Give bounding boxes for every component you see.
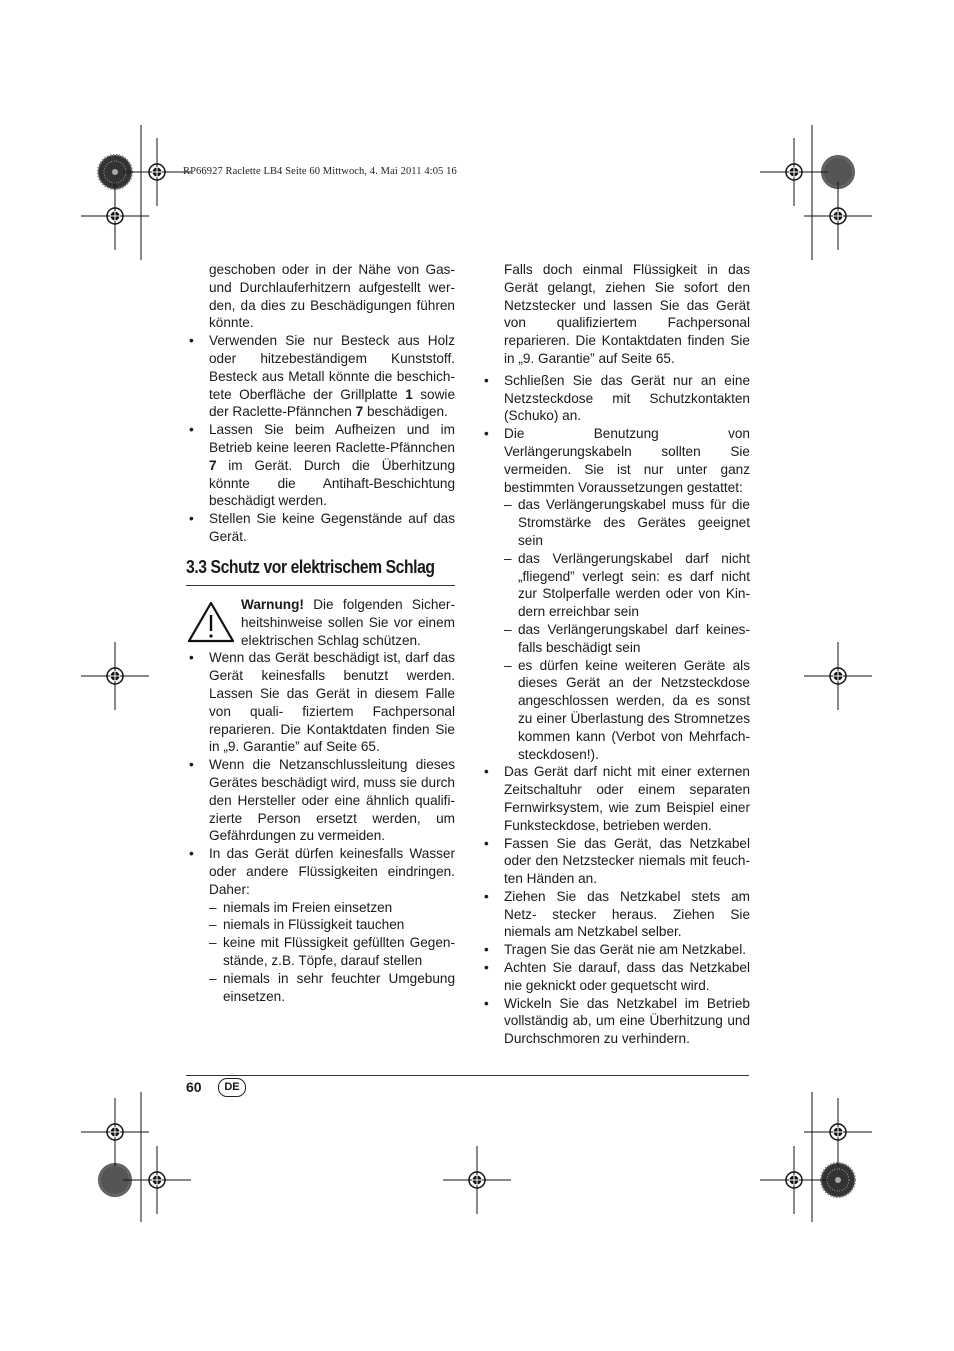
- dash-item: – niemals im Freien einsetzen: [209, 899, 455, 917]
- left-column-bottom: [186, 596, 455, 1005]
- bullet-item: • Fassen Sie das Gerät, das Netzkabel oder den Netzstecker niemals mit feuch- ten Händen an.: [481, 835, 750, 888]
- bullet-item: • Tragen Sie das Gerät nie am Netzkabel.: [481, 941, 750, 959]
- warning-note: Warnung! Die folgenden Sicher- heitshinweise sollen Sie vor einem elektrischen Schlag schützen.: [241, 597, 455, 648]
- dash-item: – das Verlängerungskabel darf nicht „fliegend” verlegt sein: es darf nicht zur Stolperfalle werden oder von Kin- dern erreichbar sein: [504, 550, 750, 621]
- bullet-item: • Die Benutzung von Verlängerungskabeln sollten Sie vermeiden. Sie ist nur unter ganz bestimmten Voraussetzungen gestattet:: [481, 425, 750, 496]
- bullet-item: • Lassen Sie beim Aufheizen und im Betrieb keine leeren Raclette-Pfännchen 7 im Gerät. Durch die Überhitzung könnte die Antihaft-Beschichtung beschädigt werden.: [186, 421, 455, 510]
- bullet-item: • Stellen Sie keine Gegenstände auf das Gerät.: [186, 510, 455, 546]
- dash-item: – das Verlängerungskabel muss für die Stromstärke des Gerätes geeignet sein: [504, 496, 750, 549]
- dash-list: [186, 899, 455, 1006]
- bullet-item: • Verwenden Sie nur Besteck aus Holz oder hitzebeständigem Kunststoff. Besteck aus Metall könnte die beschich- tete Oberfläche der Grillplatte 1 sowie der Raclette-Pfännchen 7 beschädigen.: [186, 332, 455, 421]
- bullet-item: • Ziehen Sie das Netzkabel stets am Netz- stecker heraus. Ziehen Sie niemals am Netzkabel selber.: [481, 888, 750, 941]
- paragraph: Falls doch einmal Flüssigkeit in das Gerät gelangt, ziehen Sie sofort den Netzstecker und lassen Sie das Gerät von qualifiziertem Fachpersonal reparieren. Die Kontaktdaten finden Sie in „9. Garantie” auf Seite 65.: [504, 262, 750, 366]
- dash-item: – keine mit Flüssigkeit gefüllten Gegen- stände, z.B. Töpfe, darauf stellen: [209, 934, 455, 970]
- dash-item: – niemals in Flüssigkeit tauchen: [209, 916, 455, 934]
- continued-paragraph: geschoben oder in der Nähe von Gas- und Durchlauferhitzern aufgestellt wer- den, da dies zu Beschädigungen führen könnte.: [209, 262, 455, 331]
- heading-rule: [186, 585, 455, 586]
- bullet-item: • Das Gerät darf nicht mit einer externen Zeitschaltuhr oder einem separaten Fernwirksystem, wie zum Beispiel einer Funksteckdose, betrieben werden.: [481, 763, 750, 834]
- bullet-item: • Schließen Sie das Gerät nur an eine Netzsteckdose mit Schutzkontakten (Schuko) an.: [481, 372, 750, 425]
- dash-list: [481, 496, 750, 763]
- print-slug-line: RP66927 Raclette LB4 Seite 60 Mittwoch, 4. Mai 2011 4:05 16: [183, 166, 457, 177]
- dash-item: – das Verlängerungskabel darf keines- falls beschädigt sein: [504, 621, 750, 657]
- right-column: [481, 261, 750, 1048]
- bullet-item: • Wenn die Netzanschlussleitung dieses Gerätes beschädigt wird, muss sie durch den Hersteller oder eine ähnlich qualifi- zierte Person ersetzt werden, um Gefährdungen zu vermeiden.: [186, 756, 455, 845]
- bullet-item: • In das Gerät dürfen keinesfalls Wasser oder andere Flüssigkeiten eindringen. Daher:: [186, 845, 455, 898]
- dash-item: – es dürfen keine weiteren Geräte als dieses Gerät an der Netzsteckdose angeschlossen werden, da es sonst zu einer Überlastung des Stromnetzes kommen kann (Verbot von Mehrfach- steckdosen!).: [504, 657, 750, 764]
- language-badge: DE: [218, 1078, 246, 1097]
- bullet-item: • Wickeln Sie das Netzkabel im Betrieb vollständig ab, um eine Überhitzung und Durchschmoren zu verhindern.: [481, 995, 750, 1048]
- bullet-item: • Wenn das Gerät beschädigt ist, darf das Gerät keinesfalls benutzt werden. Lassen Sie das Gerät in diesem Falle von quali- fiziertem Fachpersonal reparieren. Die Kontaktdaten finden Sie in „9. Garantie” auf Seite 65.: [186, 649, 455, 756]
- page-number: 60: [186, 1079, 202, 1095]
- section-heading: 3.3 Schutz vor elektrischem Schlag: [186, 556, 435, 577]
- left-column-top: [186, 261, 455, 546]
- dash-item: – niemals in sehr feuchter Umgebung einsetzen.: [209, 970, 455, 1006]
- footer-rule: [186, 1075, 749, 1076]
- bullet-item: • Achten Sie darauf, dass das Netzkabel nie geknickt oder gequetscht wird.: [481, 959, 750, 995]
